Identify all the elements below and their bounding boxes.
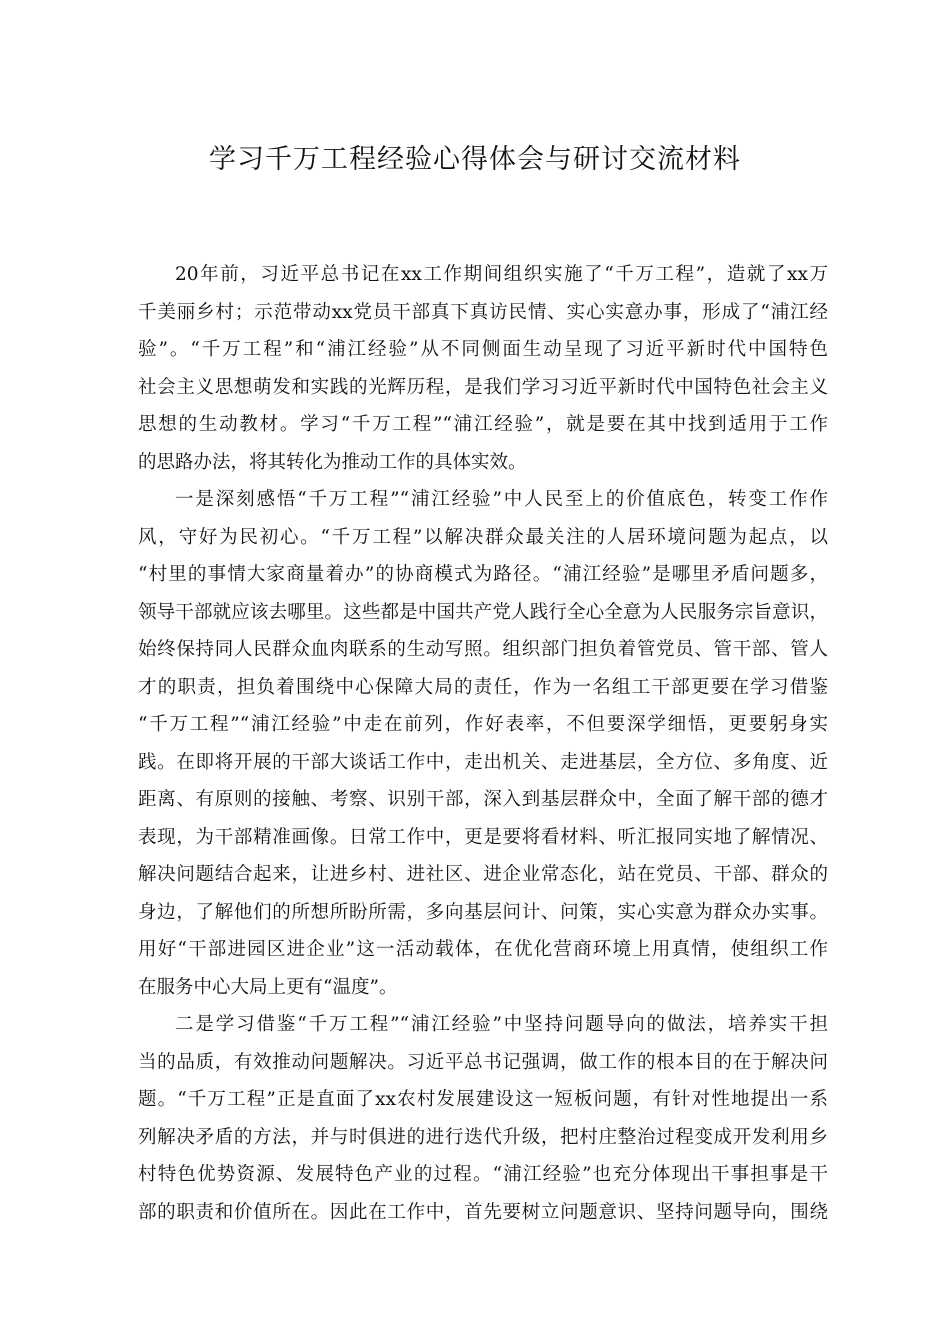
paragraph-2-line-7: “千万工程”“浦江经验”中走在前列，作好表率，不但要深学细悟，更要躬身实 [138,714,828,735]
paragraph-1-line-3: 验”。“千万工程”和“浦江经验”从不同侧面生动呈现了习近平新时代中国特色 [138,339,828,360]
paragraph-2-line-5: 始终保持同人民群众血肉联系的生动写照。组织部门担负着管党员、管干部、管人 [138,639,828,660]
paragraph-2-line-13: 用好“干部进园区进企业”这一活动载体，在优化营商环境上用真情，使组织工作 [138,939,828,960]
paragraph-3-line-4: 列解决矛盾的方法，并与时俱进的进行迭代升级，把村庄整治过程变成开发利用乡 [138,1126,828,1148]
paragraph-3-line-2: 当的品质，有效推动问题解决。习近平总书记强调，做工作的根本目的在于解决问 [138,1051,828,1073]
paragraph-1-line-2: 千美丽乡村；示范带动xx党员干部真下真访民情、实心实意办事，形成了“浦江经 [138,301,828,323]
document-body [138,256,828,1231]
paragraph-1-line-1: 20年前，习近平总书记在xx工作期间组织实施了“千万工程”，造就了xx万 [175,264,828,285]
paragraph-2-line-14: 在服务中心大局上更有“温度”。 [138,976,398,998]
paragraph-2-line-10: 表现，为干部精准画像。日常工作中，更是要将看材料、听汇报同实地了解情况、 [138,826,828,848]
paragraph-2-line-11: 解决问题结合起来，让进乡村、进社区、进企业常态化，站在党员、干部、群众的 [138,864,828,885]
paragraph-2-line-3: “村里的事情大家商量着办”的协商模式为路径。“浦江经验”是哪里矛盾问题多， [138,564,828,585]
paragraph-2-line-4: 领导干部就应该去哪里。这些都是中国共产党人践行全心全意为人民服务宗旨意识， [138,601,828,623]
paragraph-2-line-9: 距离、有原则的接触、考察、识别干部，深入到基层群众中，全面了解干部的德才 [138,789,828,810]
paragraph-1-line-6: 的思路办法，将其转化为推动工作的具体实效。 [138,451,527,473]
document-title: 学习千万工程经验心得体会与研讨交流材料 [209,144,741,175]
paragraph-2-line-6: 才的职责，担负着围绕中心保障大局的责任，作为一名组工干部更要在学习借鉴 [138,676,828,698]
paragraph-3-line-1: 二是学习借鉴“千万工程”“浦江经验”中坚持问题导向的做法，培养实干担 [175,1014,828,1035]
paragraph-2-line-8: 践。在即将开展的干部大谈话工作中，走出机关、走进基层，全方位、多角度、近 [138,751,828,773]
paragraph-2-line-2: 风，守好为民初心。“千万工程”以解决群众最关注的人居环境问题为起点，以 [138,526,828,548]
paragraph-1-line-5: 思想的生动教材。学习“千万工程”“浦江经验”，就是要在其中找到适用于工作 [138,414,828,435]
paragraph-3-line-6: 部的职责和价值所在。因此在工作中，首先要树立问题意识、坚持问题导向，围绕 [138,1201,828,1223]
paragraph-3-line-5: 村特色优势资源、发展特色产业的过程。“浦江经验”也充分体现出干事担事是干 [138,1164,828,1185]
paragraph-1-line-4: 社会主义思想萌发和实践的光辉历程，是我们学习习近平新时代中国特色社会主义 [138,376,828,398]
paragraph-2-line-12: 身边，了解他们的所想所盼所需，多向基层问计、问策，实心实意为群众办实事。 [138,901,828,923]
paragraph-3-line-3: 题。“千万工程”正是直面了xx农村发展建设这一短板问题，有针对性地提出一系 [138,1089,828,1110]
paragraph-2-line-1: 一是深刻感悟“千万工程”“浦江经验”中人民至上的价值底色，转变工作作 [175,489,828,510]
